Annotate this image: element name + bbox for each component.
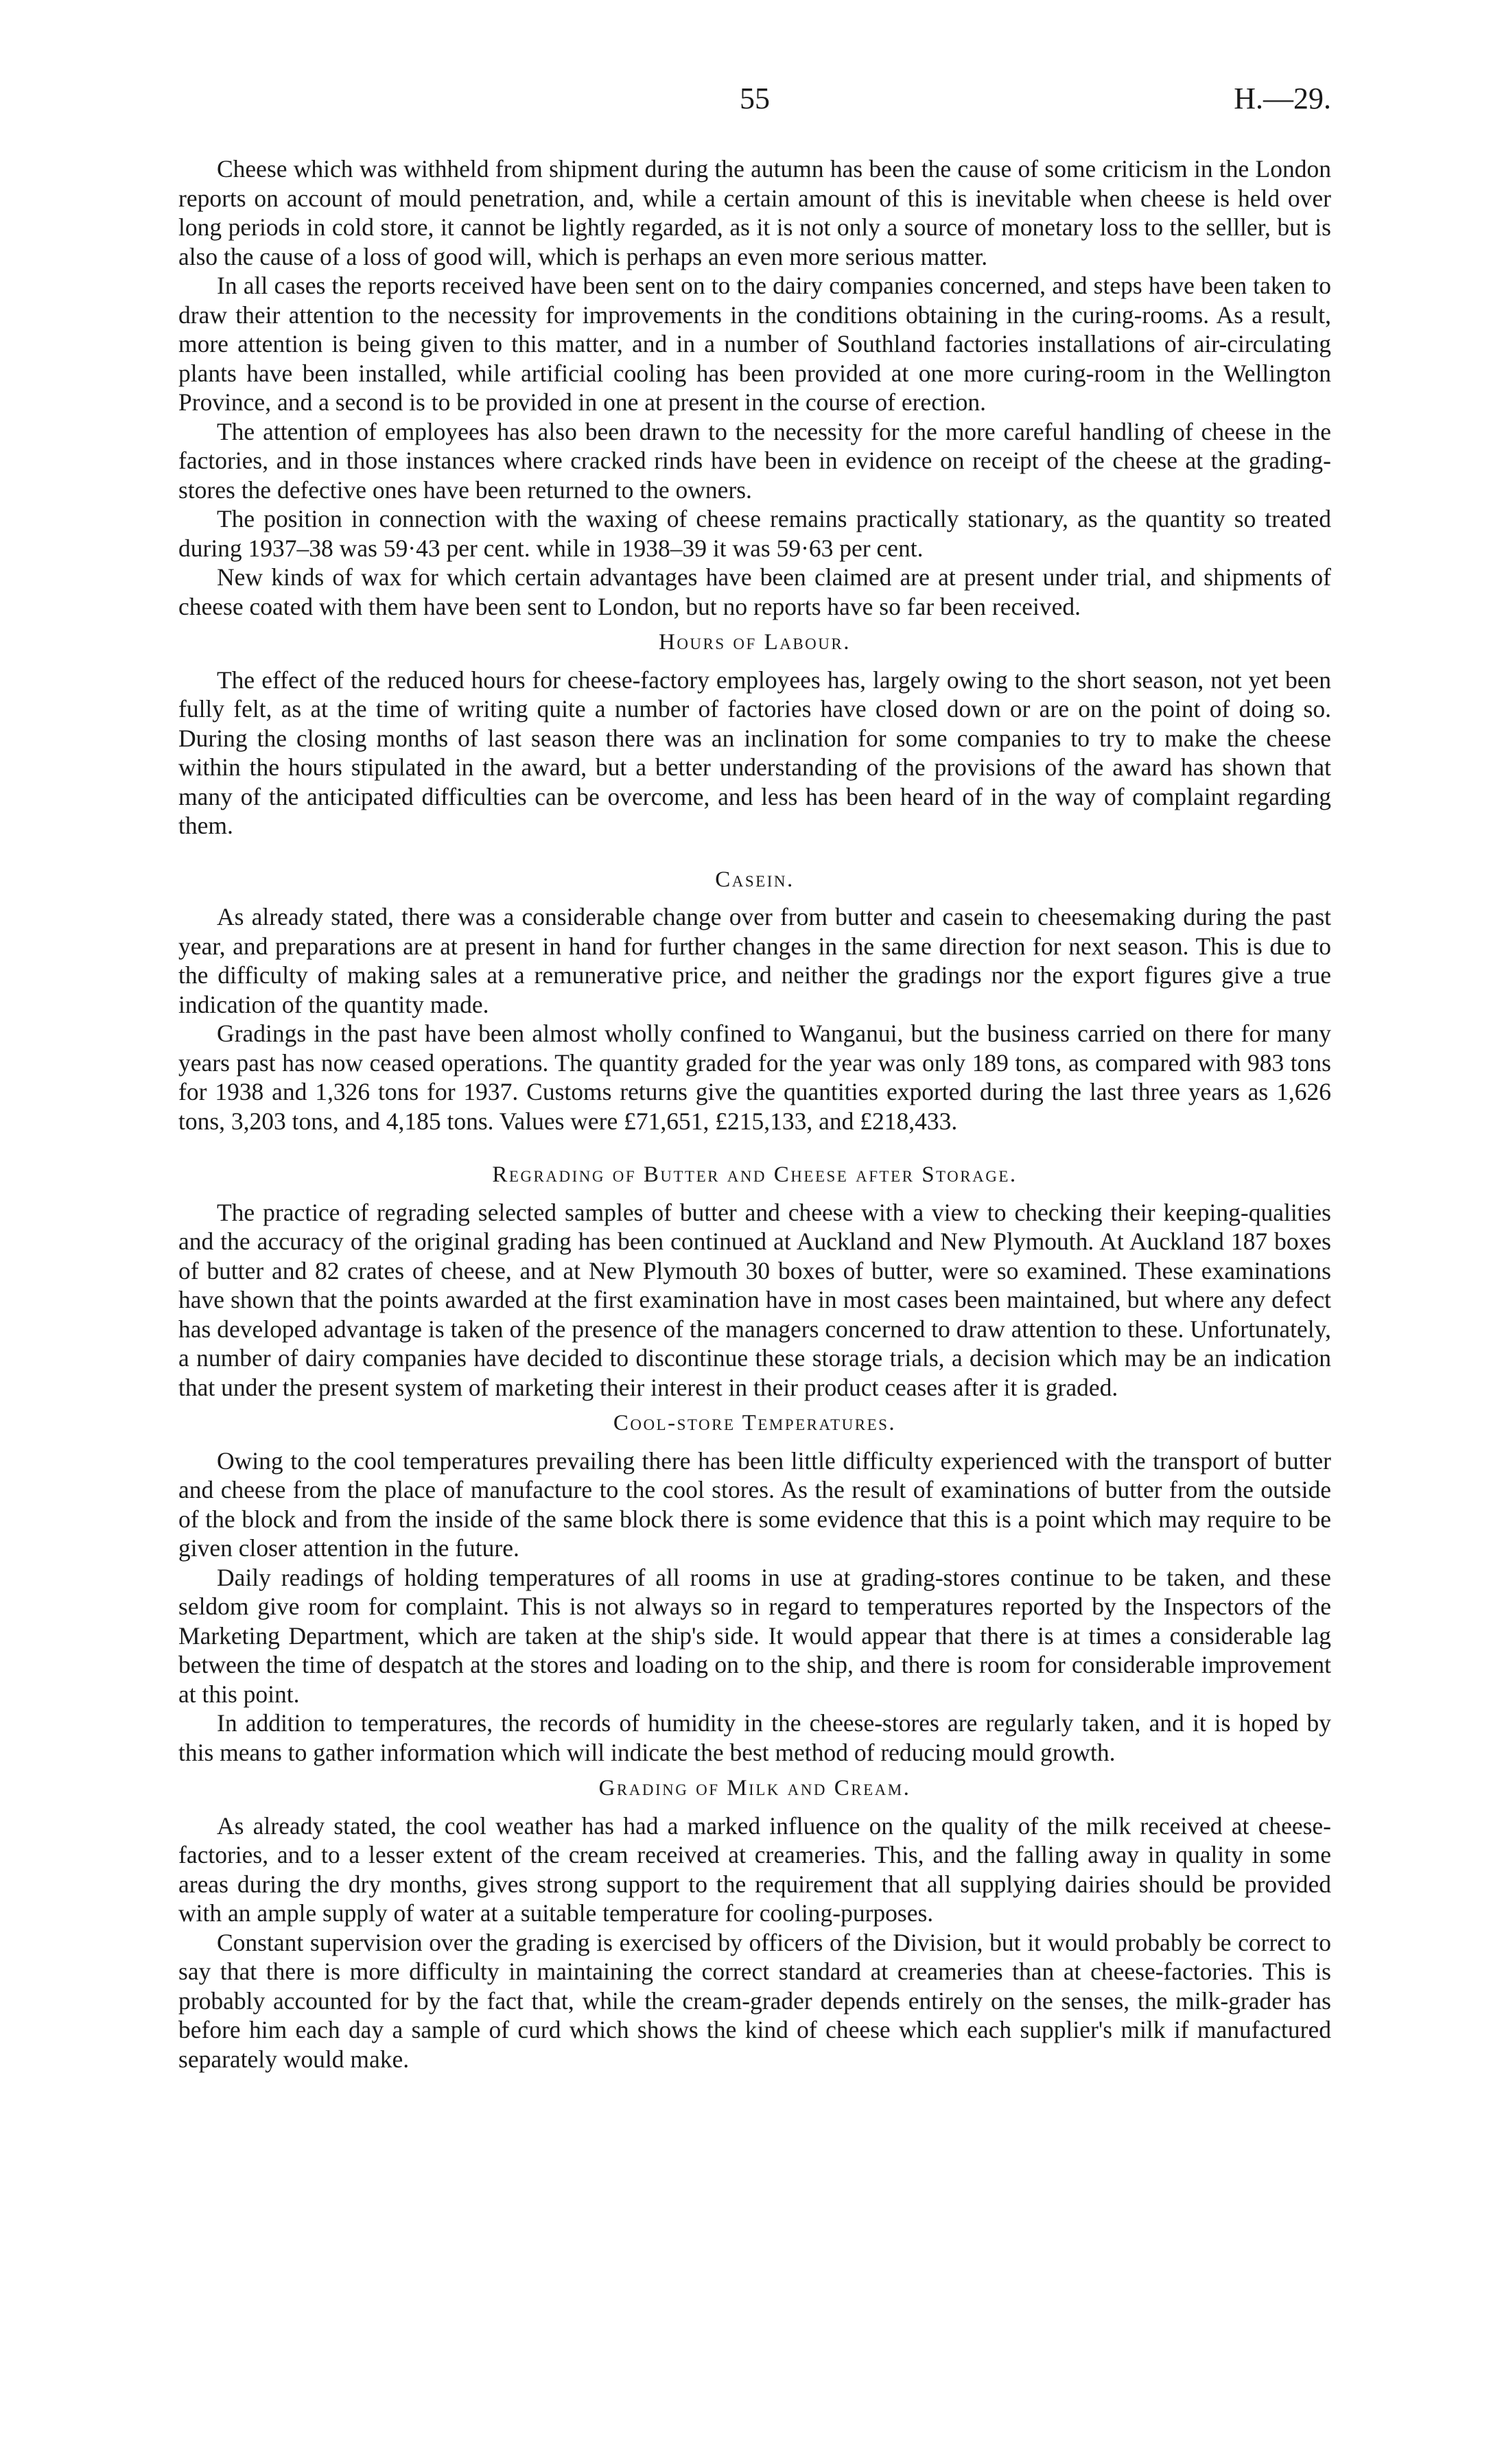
section-cool-store-temperatures [178, 1409, 1331, 1767]
page-header [178, 81, 1331, 122]
paragraph: Daily readings of holding temperatures of all rooms in use at grading-stores continue to be taken, and these seldom give room for complaint. This is not always so in regard to temperatures reported by the Inspectors of the Marketing Department, which are taken at the ship's side. It would appear that there is at times a considerable lag between the time of despatch at the stores and loading on to the ship, and there is room for considerable improvement at this point. [178, 1563, 1331, 1708]
paragraph: The attention of employees has also been drawn to the necessity for the more careful handling of cheese in the factories, and in those instances where cracked rinds have been in evidence on receipt of the cheese at the grading-stores the defective ones have been returned to the owners. [178, 417, 1331, 504]
paragraph: In all cases the reports received have been sent on to the dairy companies concerned, and steps have been taken to draw their attention to the necessity for improvements in the conditions obtaining in the curing-rooms. As a result, more attention is being given to this matter, and in a number of Southland factories installations of air-circulating plants have been installed, while artificial cooling has been provided at one more curing-room in the Wellington Province, and a second is to be provided in one at present in the course of erection. [178, 272, 1331, 416]
section-regrading [178, 1160, 1331, 1402]
paragraph: New kinds of wax for which certain advantages have been claimed are at present under trial, and shipments of cheese coated with them have been sent to London, but no reports have so far been received. [178, 563, 1331, 620]
page-number: 55 [740, 82, 770, 115]
document-reference: H.—29. [1234, 82, 1331, 115]
section-heading: Cool-store Temperatures. [613, 1411, 897, 1435]
paragraph: Owing to the cool temperatures prevailing there has been little difficulty experienced with the transport of butter and cheese from the place of manufacture to the cool stores. As the result of examinations of butter from the outside of the block and from the inside of the same block there is some evidence that this is a point which may require to be given closer attention in the future. [178, 1446, 1331, 1562]
paragraph: In addition to temperatures, the records of humidity in the cheese-stores are regularly taken, and it is hoped by this means to gather information which will indicate the best method of reducing mould growth. [178, 1709, 1331, 1766]
paragraph: Gradings in the past have been almost wholly confined to Wanganui, but the business carried on there for many years past has now ceased operations. The quantity graded for the year was only 189 tons, as compared with 983 tons for 1938 and 1,326 tons for 1937. Customs returns give the quantities exported during the last three years as 1,626 tons, 3,203 tons, and 4,185 tons. Values were £71,651, £215,133, and £218,433. [178, 1020, 1331, 1135]
paragraph: The effect of the reduced hours for cheese-factory employees has, largely owing to the short season, not yet been fully felt, as at the time of writing quite a number of factories have closed down or are on the point of doing so. During the closing months of last season there was an inclination for some companies to try to make the cheese within the hours stipulated in the award, but a better understanding of the provisions of the award has shown that many of the anticipated difficulties can be overcome, and less has been heard of in the way of complaint regarding them. [178, 666, 1331, 839]
section-heading: Grading of Milk and Cream. [598, 1776, 911, 1800]
section-cheese-mould [178, 154, 1331, 621]
section-heading: Regrading of Butter and Cheese after Storage. [492, 1162, 1018, 1187]
paragraph: Constant supervision over the grading is exercised by officers of the Division, but it would probably be correct to say that there is more difficulty in maintaining the correct standard at creameries than at cheese-factories. This is probably accounted for by the fact that, while the cream-grader depends entirely on the senses, the milk-grader has before him each day a sample of curd which shows the kind of cheese which each supplier's milk if manufactured separately would make. [178, 1928, 1331, 2073]
section-grading-milk-cream [178, 1774, 1331, 2074]
paragraph: The practice of regrading selected samples of butter and cheese with a view to checking their keeping-qualities and the accuracy of the original grading has been continued at Auckland and New Plymouth. At Auckland 187 boxes of butter and 82 crates of cheese, and at New Plymouth 30 boxes of butter, were so examined. These examinations have shown that the points awarded at the first examination have in most cases been maintained, but where any defect has developed advantage is taken of the presence of the managers concerned to draw attention to these. Unfortunately, a number of dairy companies have decided to discontinue these storage trials, a decision which may be an indication that under the present system of marketing their interest in their product ceases after it is graded. [178, 1198, 1331, 1401]
paragraph: As already stated, the cool weather has had a marked influence on the quality of the milk received at cheese-factories, and to a lesser extent of the cream received at creameries. This, and the falling away in quality in some areas during the dry months, gives strong support to the requirement that all supplying dairies should be provided with an ample supply of water at a suitable temperature for cooling-purposes. [178, 1811, 1331, 1927]
paragraph: As already stated, there was a considerable change over from butter and casein to cheesemaking during the past year, and preparations are at present in hand for further changes in the same direction for next season. This is due to the difficulty of making sales at a remunerative price, and neither the gradings nor the export figures give a true indication of the quantity made. [178, 903, 1331, 1018]
document-body [178, 154, 1331, 2074]
section-casein [178, 865, 1331, 1136]
section-heading: Casein. [715, 867, 795, 892]
paragraph: The position in connection with the waxing of cheese remains practically stationary, as the quantity so treated during 1937–38 was 59·43 per cent. while in 1938–39 it was 59·63 per cent. [178, 505, 1331, 562]
paragraph: Cheese which was withheld from shipment during the autumn has been the cause of some criticism in the London reports on account of mould penetration, and, while a certain amount of this is inevitable when cheese is held over long periods in cold store, it cannot be lightly regarded, as it is not only a source of monetary loss to the selller, but is also the cause of a loss of good will, which is perhaps an even more serious matter. [178, 155, 1331, 270]
section-heading: Hours of Labour. [658, 630, 851, 655]
section-hours-of-labour [178, 628, 1331, 841]
